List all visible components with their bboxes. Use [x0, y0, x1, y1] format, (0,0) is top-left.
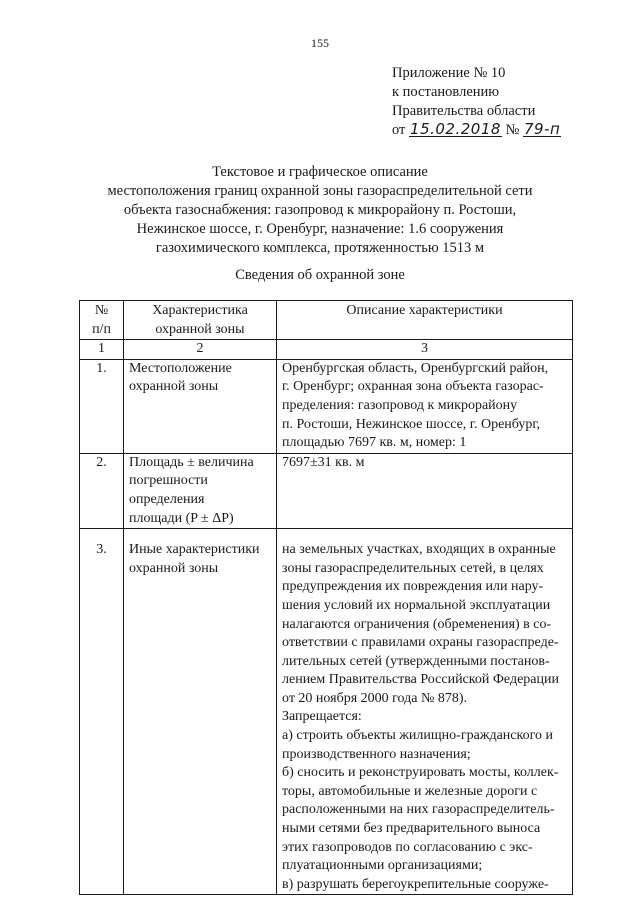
protection-zone-table: [79, 300, 573, 895]
row-number: 1.: [80, 359, 124, 453]
row-description: на земельных участках, входящих в охранные зоны газораспределительных сетей, в целях предупреждения их повреждения или нару- шения условий их нормальной эксплуатации налагаются ограничения (обременения) в со- ответствии с правилами охраны газораспреде- лительных сетей (утвержденными постанов- лением Правительства Российской Федерации от 20 ноября 2000 года № 878). Запрещается: а) строить объекты жилищно-гражданского и производственного назначения; б) сносить и реконструировать мосты, коллек- торы, автомобильные и железные дороги с расположенными на них газораспределитель- ными сетями без предварительного выноса этих газопроводов по согласованию с экс- плуатационными организациями; в) разрушать берегоукрепительные сооруже-: [277, 529, 573, 895]
header-characteristic: Характеристика охранной зоны: [124, 301, 277, 340]
header-description: Описание характеристики: [277, 301, 573, 340]
table-row: [80, 529, 573, 895]
row-description: Оренбургская область, Оренбургский район, г. Оренбург; охранная зона объекта газорас- пределения: газопровод к микрорайону п. Ростоши, Нежинское шоссе, г. Оренбург, площадью 7697 кв. м, номер: 1: [277, 359, 573, 453]
title-line-3: объекта газоснабжения: газопровод к микрорайону п. Ростоши,: [123, 202, 517, 218]
page-number: 155: [311, 36, 329, 50]
appendix-block: [392, 64, 561, 140]
header-number: № п/п: [80, 301, 124, 340]
date-prefix: от: [392, 122, 406, 138]
appendix-line-3: Правительства области: [392, 103, 536, 119]
title-line-1: Текстовое и графическое описание: [212, 164, 428, 180]
column-number: 1: [80, 340, 124, 360]
appendix-line-2: к постановлению: [392, 84, 500, 100]
handwritten-date: 15.02.2018: [410, 120, 501, 138]
title-line-5: газохимического комплекса, протяженностью 1513 м: [155, 240, 485, 256]
appendix-date-line: [392, 121, 561, 140]
title-line-4: Нежинское шоссе, г. Оренбург, назначение: 1.6 сооружения: [136, 221, 504, 237]
table-row: [80, 453, 573, 528]
row-characteristic: Площадь ± величина погрешности определения площади (P ± ΔP): [124, 453, 277, 528]
row-number: 3.: [80, 529, 124, 895]
table-row: [80, 359, 573, 453]
row-description: 7697±31 кв. м: [277, 453, 573, 528]
document-title: [60, 163, 580, 258]
row-number: 2.: [80, 453, 124, 528]
column-number: 3: [277, 340, 573, 360]
row-characteristic: Иные характеристики охранной зоны: [124, 529, 277, 895]
row-characteristic: Местоположение охранной зоны: [124, 359, 277, 453]
title-line-2: местоположения границ охранной зоны газораспределительной сети: [107, 183, 533, 199]
column-number-row: [80, 340, 573, 360]
column-number: 2: [124, 340, 277, 360]
handwritten-number: 79-п: [524, 120, 561, 138]
number-sign: №: [505, 122, 520, 138]
appendix-line-1: Приложение № 10: [392, 65, 506, 81]
section-title: Сведения об охранной зоне: [235, 267, 405, 283]
table-header-row: [80, 301, 573, 340]
